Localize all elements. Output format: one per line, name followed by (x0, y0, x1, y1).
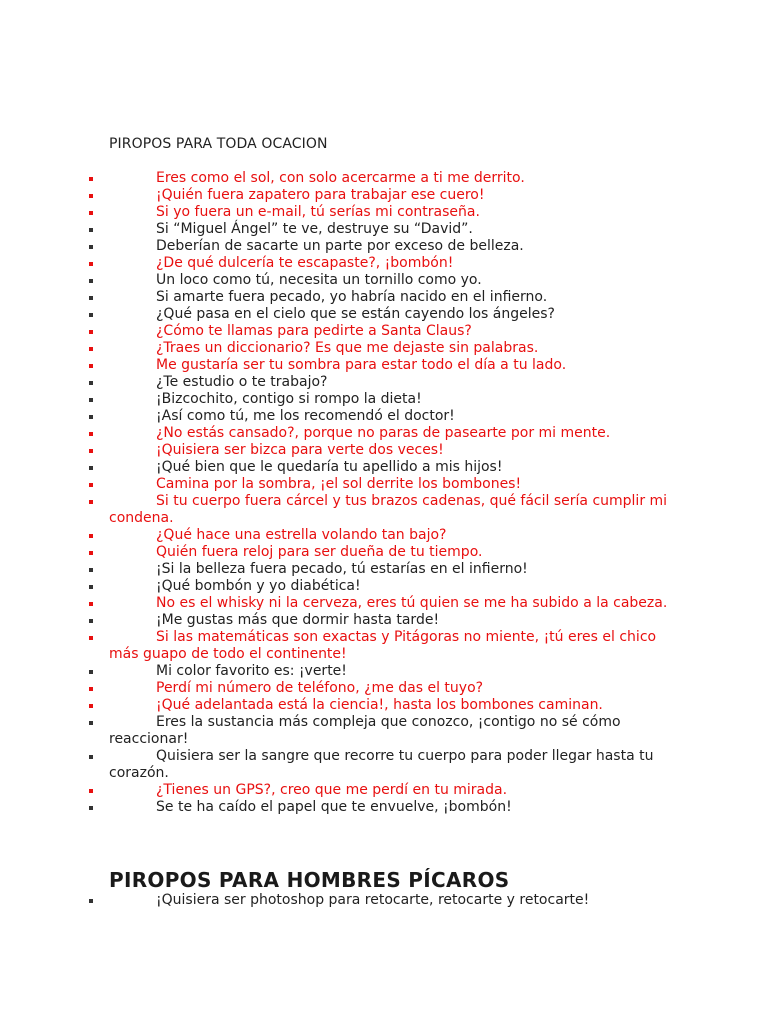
square-bullet-icon (89, 364, 93, 368)
list-item (0, 306, 768, 323)
list-item-text: ¿De qué dulcería te escapaste?, ¡bombón! (156, 255, 454, 271)
list-item (0, 459, 768, 476)
list-item (0, 408, 768, 425)
square-bullet-icon (89, 347, 93, 351)
list-item-text: ¡Quisiera ser bizca para verte dos veces! (156, 442, 444, 458)
list-item (0, 493, 768, 527)
square-bullet-icon (89, 466, 93, 470)
list-item (0, 697, 768, 714)
square-bullet-icon (89, 636, 93, 640)
list-item-text: ¡Me gustas más que dormir hasta tarde! (156, 612, 440, 628)
list-item (0, 357, 768, 374)
list-item (0, 782, 768, 799)
list-item (0, 187, 768, 204)
list-item-text: ¡Quién fuera zapatero para trabajar ese cuero! (156, 187, 485, 203)
square-bullet-icon (89, 585, 93, 589)
list-item (0, 255, 768, 272)
list-item (0, 544, 768, 561)
piropos-hombres-list (0, 892, 768, 909)
list-item (0, 204, 768, 221)
list-item-text: Quién fuera reloj para ser dueña de tu tiempo. (156, 544, 483, 560)
list-item-text: Perdí mi número de teléfono, ¿me das el tuyo? (156, 680, 484, 696)
list-item-text: ¿Cómo te llamas para pedirte a Santa Claus? (156, 323, 472, 339)
square-bullet-icon (89, 432, 93, 436)
list-item (0, 323, 768, 340)
square-bullet-icon (89, 245, 93, 249)
list-item (0, 221, 768, 238)
list-item-text: Eres la sustancia más compleja que conozco, ¡contigo no sé cómo reaccionar! (109, 714, 621, 747)
list-item-text: No es el whisky ni la cerveza, eres tú quien se me ha subido a la cabeza. (156, 595, 668, 611)
list-item (0, 612, 768, 629)
square-bullet-icon (89, 228, 93, 232)
list-item-text: Camina por la sombra, ¡el sol derrite los bombones! (156, 476, 522, 492)
list-item-text: ¿No estás cansado?, porque no paras de pasearte por mi mente. (156, 425, 611, 441)
list-item (0, 892, 768, 909)
list-item (0, 425, 768, 442)
square-bullet-icon (89, 194, 93, 198)
list-item (0, 527, 768, 544)
list-item-text: Si amarte fuera pecado, yo habría nacido en el infierno. (156, 289, 548, 305)
square-bullet-icon (89, 721, 93, 725)
square-bullet-icon (89, 449, 93, 453)
list-item-text: ¿Te estudio o te trabajo? (156, 374, 328, 390)
list-item (0, 663, 768, 680)
list-item (0, 748, 768, 782)
list-item-text: Un loco como tú, necesita un tornillo como yo. (156, 272, 482, 288)
square-bullet-icon (89, 483, 93, 487)
list-item-text: ¿Qué hace una estrella volando tan bajo? (156, 527, 447, 543)
square-bullet-icon (89, 177, 93, 181)
square-bullet-icon (89, 313, 93, 317)
square-bullet-icon (89, 899, 93, 903)
list-item-text: ¿Traes un diccionario? Es que me dejaste sin palabras. (156, 340, 539, 356)
list-item-text: ¡Bizcochito, contigo si rompo la dieta! (156, 391, 422, 407)
square-bullet-icon (89, 211, 93, 215)
square-bullet-icon (89, 296, 93, 300)
list-item-text: ¡Así como tú, me los recomendó el doctor! (156, 408, 455, 424)
list-item-text: ¡Qué bien que le quedaría tu apellido a mis hijos! (156, 459, 503, 475)
list-item-text: Deberían de sacarte un parte por exceso de belleza. (156, 238, 524, 254)
list-item-text: ¡Quisiera ser photoshop para retocarte, retocarte y retocarte! (156, 892, 590, 908)
square-bullet-icon (89, 381, 93, 385)
list-item-text: Si las matemáticas son exactas y Pitágoras no miente, ¡tú eres el chico más guapo de todo el continente! (109, 629, 657, 662)
list-item-text: Mi color favorito es: ¡verte! (156, 663, 347, 679)
list-item (0, 170, 768, 187)
square-bullet-icon (89, 398, 93, 402)
list-item (0, 561, 768, 578)
list-item (0, 340, 768, 357)
list-item (0, 799, 768, 816)
list-item-text: Si tu cuerpo fuera cárcel y tus brazos cadenas, qué fácil sería cumplir mi condena. (109, 493, 668, 526)
list-item-text: ¡Si la belleza fuera pecado, tú estarías en el infierno! (156, 561, 528, 577)
list-item-text: Si “Miguel Ángel” te ve, destruye su “David”. (156, 221, 473, 237)
document-title: PIROPOS PARA TODA OCACION (109, 136, 328, 152)
list-item-text: Quisiera ser la sangre que recorre tu cuerpo para poder llegar hasta tu corazón. (109, 748, 654, 781)
list-item (0, 442, 768, 459)
square-bullet-icon (89, 806, 93, 810)
list-item (0, 714, 768, 748)
list-item (0, 374, 768, 391)
square-bullet-icon (89, 415, 93, 419)
square-bullet-icon (89, 670, 93, 674)
piropos-list (0, 170, 768, 816)
square-bullet-icon (89, 551, 93, 555)
square-bullet-icon (89, 704, 93, 708)
square-bullet-icon (89, 568, 93, 572)
section-heading: PIROPOS PARA HOMBRES PÍCAROS (109, 868, 510, 892)
list-item (0, 289, 768, 306)
square-bullet-icon (89, 789, 93, 793)
square-bullet-icon (89, 619, 93, 623)
list-item-text: ¿Tienes un GPS?, creo que me perdí en tu mirada. (156, 782, 508, 798)
list-item (0, 238, 768, 255)
list-item (0, 680, 768, 697)
list-item-text: Se te ha caído el papel que te envuelve, ¡bombón! (156, 799, 512, 815)
list-item (0, 595, 768, 612)
square-bullet-icon (89, 602, 93, 606)
list-item (0, 578, 768, 595)
square-bullet-icon (89, 279, 93, 283)
list-item-text: Eres como el sol, con solo acercarme a ti me derrito. (156, 170, 525, 186)
list-item (0, 391, 768, 408)
square-bullet-icon (89, 500, 93, 504)
list-item-text: ¡Qué bombón y yo diabética! (156, 578, 361, 594)
square-bullet-icon (89, 687, 93, 691)
list-item-text: ¡Qué adelantada está la ciencia!, hasta los bombones caminan. (156, 697, 603, 713)
list-item-text: ¿Qué pasa en el cielo que se están cayendo los ángeles? (156, 306, 555, 322)
list-item (0, 629, 768, 663)
square-bullet-icon (89, 534, 93, 538)
square-bullet-icon (89, 262, 93, 266)
square-bullet-icon (89, 330, 93, 334)
list-item (0, 272, 768, 289)
list-item-text: Si yo fuera un e-mail, tú serías mi contraseña. (156, 204, 480, 220)
list-item (0, 476, 768, 493)
square-bullet-icon (89, 755, 93, 759)
list-item-text: Me gustaría ser tu sombra para estar todo el día a tu lado. (156, 357, 567, 373)
